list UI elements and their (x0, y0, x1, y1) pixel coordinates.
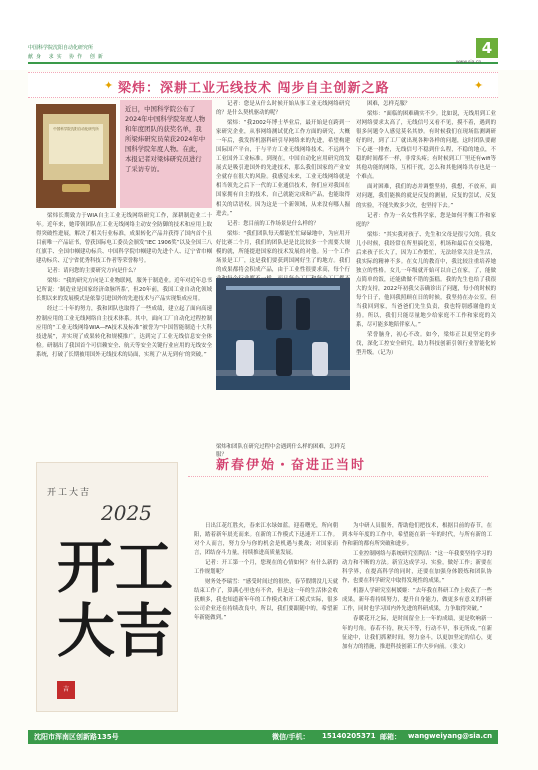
award-base (62, 184, 90, 192)
lab-photo-2 (216, 330, 350, 390)
page-number: 4 (476, 38, 498, 58)
intro-box (120, 100, 212, 208)
footer-email-label: 邮箱： (380, 733, 401, 741)
paragraph: 记者：您是从什么时候开始从事工业无线网络研究的？是什么契机驱动的呢？ (216, 101, 350, 117)
photo-caption: 梁炜和团队在研究过程中会遇到什么样的困难，怎样克服？ (216, 444, 346, 458)
paragraph: 梁炜长期致力于WIA自主工业无线网络研究工作，深耕制造业二十年。近年来，她带领团队在工业无线网络主动安全防御的技术和应用上取得突破性进展，解决了相关行业标准，成果转化产品并获得了国内首个且目前唯一产品证书，曾获国际电工委员会颁发“IEC 1906奖”以及全国三八红旗手、全国巾帼建功标兵、中国科学院巾帼建功先进个人、辽宁省巾帼建功标兵、辽宁省优秀科技工作者等荣誉称号。 (36, 213, 212, 265)
card-top-text: 开工大吉 (47, 488, 92, 498)
paragraph: 财务处李瑞雪：“感受时间过的很快，春节假期没几天就结束工作了，算满心里也有不舍，但是这一年的生活体会收获颇多，我也知道新年年的工作模式和开工模式实际，很多公司企业还在持续改良中，所以，我们要跟随中的，希望新年新能做到。” (194, 579, 338, 622)
person-figure (296, 298, 310, 330)
header-rule (28, 62, 498, 64)
paragraph: 记者：开工第一个月，您现在的心情如何？有什么新的工作规划呢？ (194, 560, 338, 576)
paragraph: 梁炜：“面临的困难确实不少。比如说，无线用到工业对网络要求太高了，无线信号又看不见，摸不着，遇到的很多问题令人感觉莫名其妙。有时候我们在现场监测调研好的时，到了工厂就出现各种各样的问题，这时团队要耐下心逐一排查，无线信号不稳到什么程，不稳的地点，不稳的时间都不一样，非常头疼；有时候到工厂里还有wifi等其他功能的网络，互相干扰，怎么和其他网络共存也是一个难点。 (356, 111, 496, 181)
paragraph: 困难，怎样克服？ (367, 101, 411, 107)
star-icon: ✦ (474, 79, 484, 92)
person-figure (266, 296, 282, 330)
paragraph: 工业控制网络与系统研究室陶洁：“这一年我要坚持学习的动力和不断的方法。新宣达成学习、实验，做好工作；新要在科学界，在提高科学的同时，还要在加强身体锻炼和团队协作，也要在科学研究中取得发现性的成果。” (342, 551, 492, 585)
title-rule (188, 476, 488, 477)
person-figure (312, 342, 328, 376)
article1-column-1 (36, 212, 212, 361)
article2-title: 新春伊始・奋进正当时 (216, 458, 367, 473)
institute-name: 中国科学院沈阳自动化研究所 (28, 45, 94, 51)
article1-column-3 (356, 100, 496, 359)
red-seal: 吉 (57, 681, 75, 699)
article1-title-banner (28, 72, 498, 98)
equipment-rail (226, 286, 340, 290)
person-figure (276, 338, 292, 376)
article2-column-1 (194, 522, 338, 625)
article2-column-2 (342, 522, 492, 653)
paragraph: 记者：请问您的主要研究方向是什么？ (47, 268, 139, 275)
paragraph: 日出江花红胜火，春来江水绿如蓝。迎着曙光，所向朝阳，踏着新年晨光而来。在新的工作模式下迅速开工工作。对个人而言，努力分与你的机会是机遇与挑战；对国家而言，团结奋斗力量，持续推进高质量发展。 (194, 523, 338, 557)
award-photo (36, 104, 116, 208)
paragraph: 经过二十年的努力，我和团队也取得了一些成绩，建立起了面向高速控制应用的工业无线网络自主技术体系。其中，面向工厂自动化过程控制应用的“工业无线网络WIA—FA技术及标准”被誉为“中国智能制造十大科技进展”，并实现了成果转化和规模推广，达到完了工业无线信息安全体检。研制出了我国首个可信赖安全、航天等安全关键行业应用的无线安全系统，打破了长期被用国外无线技术的局面，实现了‘从无到有’的突破。” (36, 306, 212, 358)
footer-phone-label: 微信/手机： (272, 733, 310, 741)
star-icon: ✦ (104, 79, 114, 92)
footer-phone: 15140205371 (322, 732, 376, 740)
paragraph: 梁炜：“我2002年博士毕业后，最开始是在跨到一家研究企业，从事网络测试优化工作方面的研究，大概一年后，我发挥机器科研引导网络来的先进，希望构建国际国产平台，于与平方工业无线网络技术。不远两个工业国外工业标准。到现在，中国自动化应用研究的发展式是吸引进国外的先进技术，那么我们国家的产业安全就存在很大的风险。我感觉未来，工业无线网络就是相当领先之后下一代的工业通信技术，你们应对我国在国家拥有自主的技术，自己就能完成和产品，也能取得相关的话语权。因为这是一个新领域，从来没有哪人掘进去。” (216, 120, 350, 217)
slogan: 献身 求实 协作 创新 (28, 54, 106, 60)
paragraph: 记者：作为一名女性科学家，您是如何平衡工作和家庭的？ (356, 212, 496, 228)
new-year-card (36, 462, 178, 712)
card-year: 2025 (101, 501, 152, 525)
paragraph: 记者：您目前的工作场景是什么样的？ (227, 220, 319, 227)
paragraph: 机器人学研究室柯媛姬：“去年我在科研工作上收获了一些成果，新年将持续努力，提升自身能力，做更多有意义的科研工作，同时也学习国内外先进的科研成果，力争取得突破。” (342, 588, 492, 613)
article1-column-2 (216, 100, 350, 303)
footer-address: 沈阳市浑南区创新路135号 (34, 733, 119, 741)
article1-title: 梁炜：深耕工业无线技术 闯步自主创新之路 (118, 81, 390, 96)
paragraph: 梁炜：“其实我对孩子、先生和父母是很亏欠的。我女儿小时候，我经常在所里搞化室，机场和最后在交接地，后来孩子长大了，因为工作繁忙，无法经常关注是生活，我实际的精神不多。在女儿的教育中，我比较注重培养她独立的性格。女儿一年级就开始可以自己在家，了，能做点简单的饭，还能做做不错的蛋糕。我的先生也给了我很大的支持，2022年初我父亲确诊出了问题，每小的时候的每个日子，他回我照顾在日的时候，我坚持在办公室，但当我回到家，当爸爸们先生负责，我也特别感谢他的支持。所以，我们只能尽量地少给家庭不工作和家庭的关系，尽可能多地陪伴家人。” (356, 231, 496, 329)
page-header (0, 0, 538, 70)
site-url: www.sia.cn (456, 60, 482, 65)
paragraph: 为中研人员服务，帮助他们把技术，根据目前的春节，在到本年年度的工作中，希望能在新一年的时代，与所有新的工作和新的都有所突破和进步。 (342, 523, 492, 548)
award-plate (43, 114, 109, 180)
person-figure (236, 340, 254, 376)
paragraph: 春暖花开之际，是时间留全上一年的成绩，更是吹响新一年的号角。春若不待，秋天不等，行动不早，事无所成。”在新征途中，让我们抓紧时间，努力奋斗，以更加坚定的信心，更加有力的措施，推进科技创新工作大步向前。（张文） (342, 616, 492, 650)
intro-text: 近日，中国科学院公布了2024年中国科学院年度人物和年度团队的获奖名单，我所梁炜研究员荣获2024年中国科学院年度人物。在此，本报记者对梁炜研究员进行了采访专访。 (125, 105, 206, 173)
paragraph: 梁炜：“我们团队每天都能忙忙碌碌地中，为应用开好比赛二个月，我们的团队是是比比较多一个需要大规模的就，所能提进国家的技术发展的对他。另一个工作场景是工厂，这是我们要获到国网好生了的地方。我们的成果都将会积成产品，由于工业性很要求高，每个行 (216, 230, 350, 273)
card-calligraphy: 开工大吉 (57, 533, 174, 665)
paragraph: 荣誉脑身，初心不改。如今，梁炜正以更坚定的步伐，深化工控安全研究，助力科技创新引领行业智能化转型升级。（记为） (356, 332, 496, 357)
page-footer (28, 730, 498, 744)
lab-photo-1 (216, 278, 350, 330)
paragraph: 梁炜：“我的研究方向是工业物联网，服务于制造业。近年对近年总书记所说：‘制造业是国家经济命脉所系’，但20年前，我国工业自动化领域长期以来的发展模式是依靠引进国外的先进技术与产品实现集成应用。 (36, 278, 212, 303)
paragraph: 面对困难，我们的态并调整坚持，我想，不放弃，面对问题，我们能换的就是反复的测量，反复的尝试，反复的实验，不能失败多少次，也坚持下去。” (356, 184, 496, 209)
award-plate-text: 中国科学院沈阳自动化研究所 (53, 127, 99, 131)
footer-email: wangweiyang@sia.cn (408, 732, 493, 740)
